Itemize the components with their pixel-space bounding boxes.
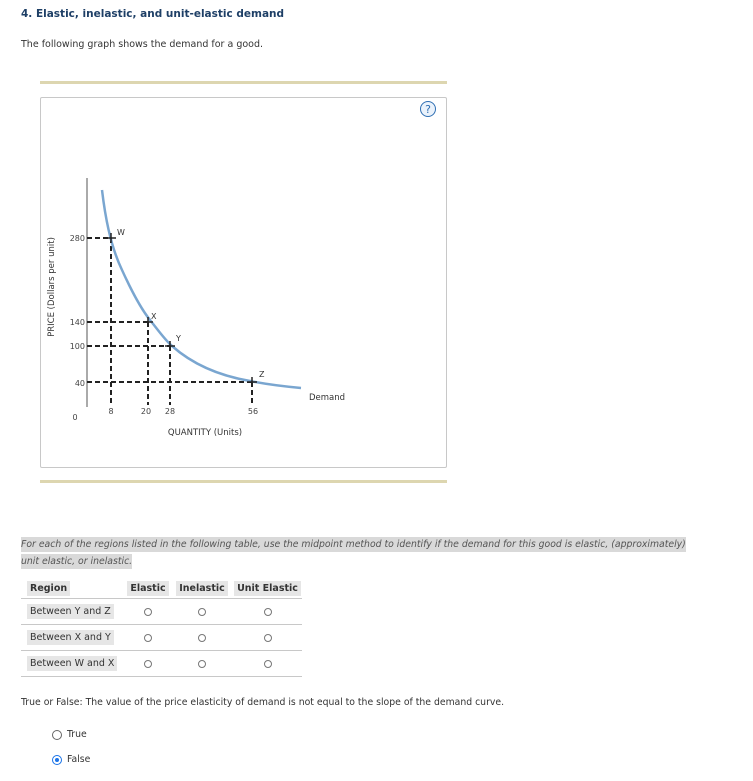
radio-inelastic[interactable]: [198, 608, 206, 616]
table-row: [21, 651, 302, 677]
help-icon[interactable]: ?: [420, 101, 436, 117]
bottom-divider: [40, 480, 447, 483]
y-tick-label: 0: [72, 413, 78, 422]
header-unit-elastic: Unit Elastic: [233, 578, 302, 599]
x-tick-label: 20: [140, 407, 152, 416]
option-false-label: False: [67, 754, 91, 765]
header-region: Region: [21, 578, 125, 599]
y-tick-label: 280: [69, 234, 85, 243]
region-label: Between X and Y: [21, 625, 125, 651]
option-true-label: True: [67, 729, 87, 740]
radio-unit-elastic[interactable]: [264, 608, 272, 616]
option-true[interactable]: [52, 729, 87, 740]
question-title: 4. Elastic, inelastic, and unit-elastic demand: [21, 8, 285, 20]
x-tick-label: 8: [108, 407, 114, 416]
instructions: [21, 536, 693, 570]
radio-elastic[interactable]: [144, 634, 152, 642]
point-label-y: Y: [176, 334, 181, 343]
point-label-w: W: [117, 228, 125, 237]
point-label-x: X: [151, 312, 157, 321]
demand-curve-label: Demand: [309, 393, 346, 403]
y-axis-label: PRICE (Dollars per unit): [47, 237, 57, 337]
top-divider: [40, 81, 447, 84]
radio-elastic[interactable]: [144, 608, 152, 616]
y-tick-label: 100: [69, 342, 85, 351]
y-tick-label: 40: [74, 379, 85, 388]
true-false-question: True or False: The value of the price elasticity of demand is not equal to the slope of the demand curve.: [21, 697, 505, 708]
radio-elastic[interactable]: [144, 660, 152, 668]
region-label: Between Y and Z: [21, 599, 125, 625]
table-header-row: [21, 578, 302, 599]
radio-true[interactable]: [52, 730, 62, 740]
header-elastic: Elastic: [125, 578, 171, 599]
radio-inelastic[interactable]: [198, 660, 206, 668]
header-inelastic: Inelastic: [171, 578, 233, 599]
radio-unit-elastic[interactable]: [264, 660, 272, 668]
question-intro: The following graph shows the demand for a good.: [21, 39, 264, 50]
region-table: [21, 578, 302, 677]
radio-inelastic[interactable]: [198, 634, 206, 642]
graph-panel: [40, 97, 447, 468]
option-false[interactable]: [52, 754, 90, 765]
x-tick-label: 28: [164, 407, 176, 416]
radio-unit-elastic[interactable]: [264, 634, 272, 642]
table-row: [21, 599, 302, 625]
region-label: Between W and X: [21, 651, 125, 677]
radio-false[interactable]: [52, 755, 62, 765]
y-tick-label: 140: [69, 318, 85, 327]
point-label-z: Z: [259, 370, 265, 379]
x-tick-label: 56: [247, 407, 259, 416]
table-row: [21, 625, 302, 651]
x-axis-label: QUANTITY (Units): [167, 428, 243, 438]
instructions-text: For each of the regions listed in the following table, use the midpoint method to identify if the demand for this good is elastic, (approximately) unit elastic, or inelastic.: [21, 539, 686, 567]
